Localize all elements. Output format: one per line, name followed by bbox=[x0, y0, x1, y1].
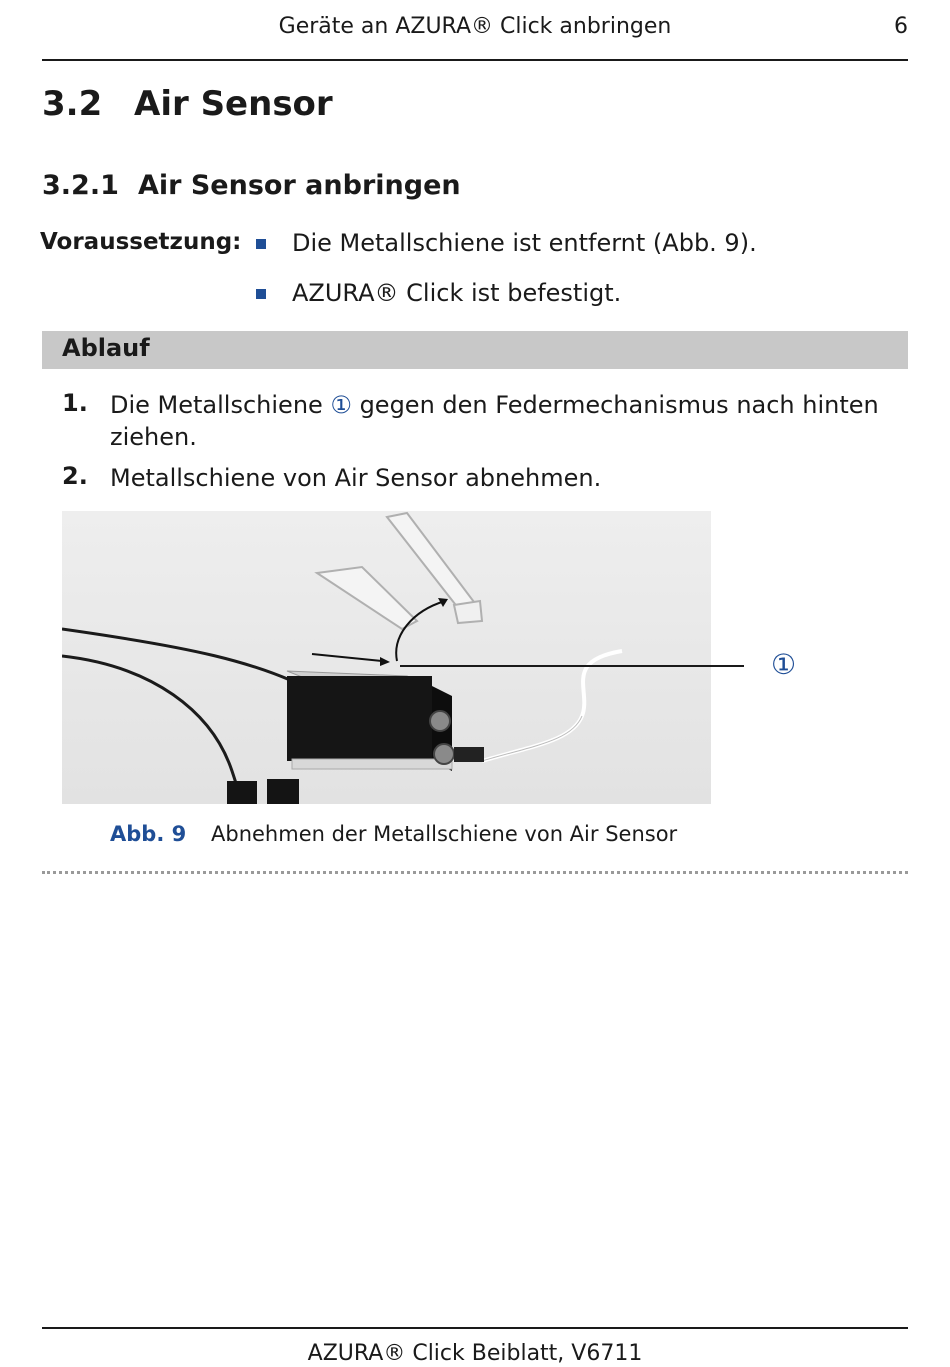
step-text: Metallschiene von Air Sensor abnehmen. bbox=[110, 464, 602, 492]
procedure-heading: Ablauf bbox=[62, 334, 150, 362]
header-rule bbox=[42, 59, 908, 61]
figure-callout-number: ① bbox=[771, 648, 797, 681]
callout-marker: ① bbox=[330, 391, 352, 419]
prerequisite-item: AZURA® Click ist befestigt. bbox=[292, 279, 622, 307]
footer-text: AZURA® Click Beiblatt, V6711 bbox=[307, 1341, 643, 1366]
prerequisite-item: Die Metallschiene ist entfernt (Abb. 9). bbox=[292, 229, 757, 257]
subsection-number: 3.2.1 bbox=[42, 170, 119, 201]
subsection-title: Air Sensor anbringen bbox=[138, 170, 461, 201]
section-end-divider bbox=[42, 871, 908, 874]
page-number: 6 bbox=[894, 14, 908, 39]
step-text-part: gegen den Federmechanismus nach hinten ziehen. bbox=[110, 391, 879, 451]
bullet-icon bbox=[256, 289, 266, 299]
figure-label: Abb. 9 bbox=[110, 822, 187, 846]
bullet-icon bbox=[256, 239, 266, 249]
step-text bbox=[110, 389, 900, 453]
figure-caption: Abnehmen der Metallschiene von Air Sensor bbox=[211, 822, 678, 846]
callout-line bbox=[400, 665, 744, 667]
subsection-heading bbox=[42, 170, 461, 201]
running-header-title: Geräte an AZURA® Click anbringen bbox=[278, 14, 672, 39]
section-title: Air Sensor bbox=[134, 84, 333, 124]
step-text-part: Die Metallschiene bbox=[110, 391, 331, 419]
footer-rule bbox=[42, 1327, 908, 1329]
step-number: 1. bbox=[62, 389, 88, 417]
section-heading bbox=[42, 84, 333, 124]
step-number: 2. bbox=[62, 462, 88, 490]
procedure-heading-bar bbox=[42, 331, 908, 369]
prerequisite-label: Voraussetzung: bbox=[40, 229, 242, 255]
figure-photo bbox=[62, 511, 711, 804]
section-number: 3.2 bbox=[42, 84, 103, 124]
